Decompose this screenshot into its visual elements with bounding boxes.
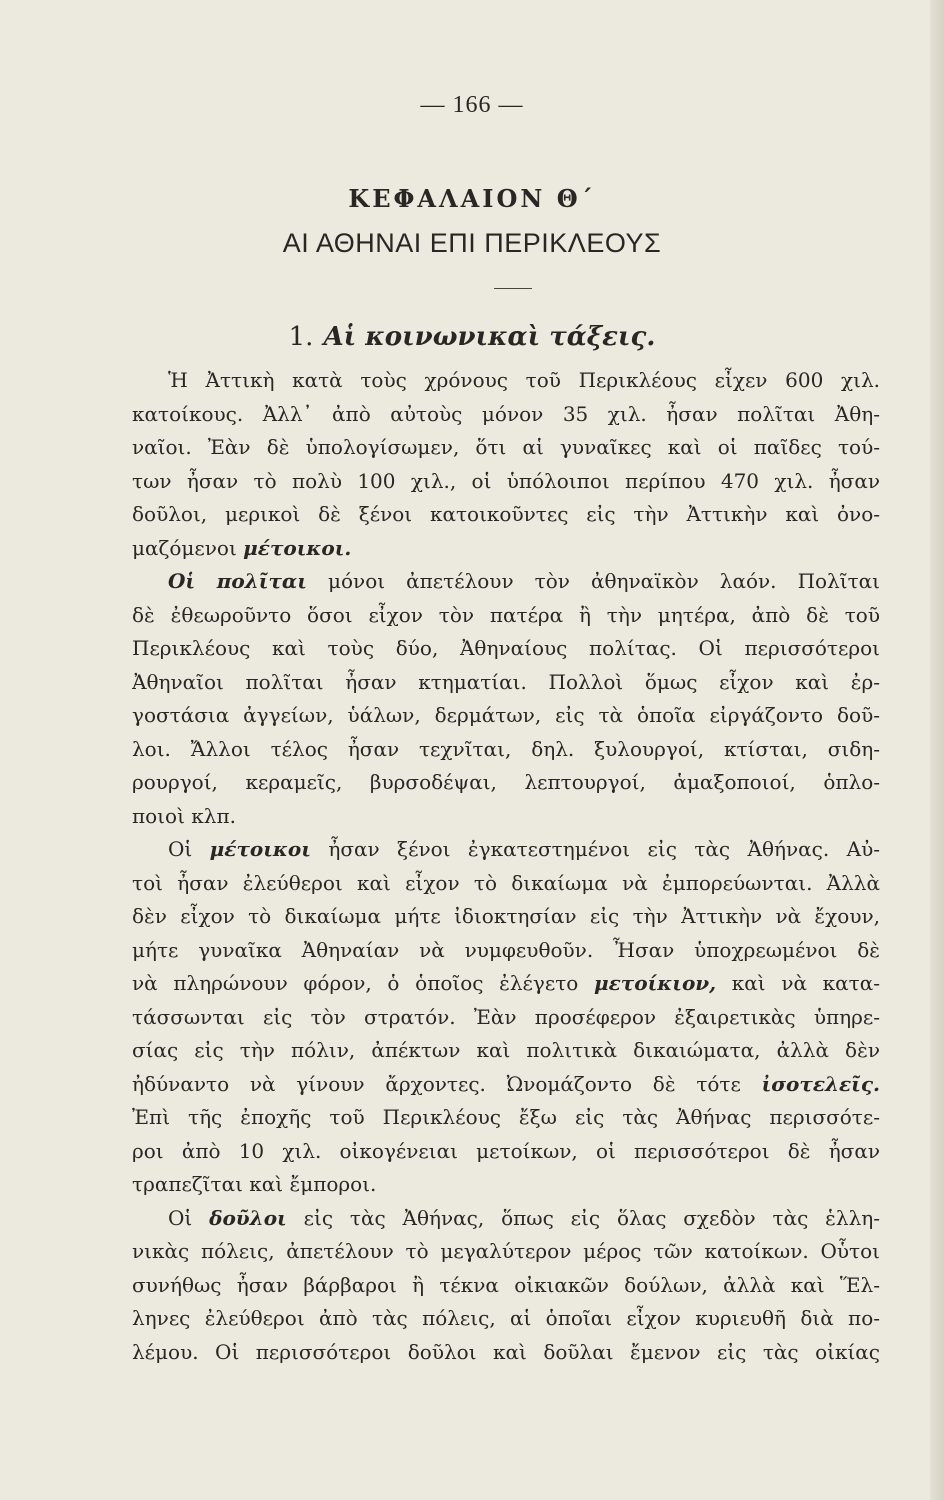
text-line: Ἐπὶ τῆς ἐποχῆς τοῦ Περικλέους ἔξω εἰς τὰς Ἀθήνας περισσότε- <box>132 1105 880 1129</box>
text-run: καὶ νὰ κατα- <box>716 971 880 995</box>
emphasis-term: μέτοικοι <box>209 837 311 861</box>
section-number: 1. <box>288 322 314 352</box>
text-run: μόνοι ἀπετέλουν τὸν ἀθηναϊκὸν λαόν. Πολῖται <box>306 569 880 593</box>
text-line: ροι ἀπὸ 10 χιλ. οἰκογένειαι μετοίκων, οἱ περισσότεροι δὲ ἦσαν <box>132 1138 880 1163</box>
text-line <box>132 1202 880 1236</box>
section-title: Αἱ κοινωνικαὶ τάξεις. <box>323 322 656 352</box>
text-line: των ἦσαν τὸ πολὺ 100 χιλ., οἱ ὑπόλοιποι περίπου 470 χιλ. ἦσαν <box>132 468 880 493</box>
text-line <box>132 532 880 566</box>
text-line: ποιοὶ κλπ. <box>132 803 236 828</box>
text-run: Οἱ <box>168 837 210 861</box>
text-line: γοστάσια ἀγγείων, ὑάλων, δερμάτων, εἰς τὰ ὁποῖα εἰργάζοντο δοῦ- <box>132 703 880 727</box>
text-line: μήτε γυναῖκα Ἀθηναίαν νὰ νυμφευθοῦν. Ἦσαν ὑποχρεωμένοι δὲ <box>132 937 880 962</box>
text-run: ἦσαν ξένοι ἐγκατεστημένοι εἰς τὰς Ἀθήνας. Αὐ- <box>310 837 880 861</box>
body-text <box>132 364 880 1369</box>
text-line: Περικλέους καὶ τοὺς δύο, Ἀθηναίους πολίτας. Οἱ περισσότεροι <box>132 636 880 660</box>
chapter-subtitle: ΑΙ ΑΘΗΝΑΙ ΕΠΙ ΠΕΡΙΚΛΕΟΥΣ <box>282 228 662 258</box>
text-run: ἠδύναντο νὰ γίνουν ἄρχοντες. Ὠνομάζοντο δὲ τότε <box>132 1071 762 1096</box>
text-line: τάσσωνται εἰς τὸν στρατόν. Ἐὰν προσέφερον ἐξαιρετικὰς ὑπηρε- <box>132 1004 880 1029</box>
text-line <box>132 967 880 1001</box>
text-line: δὲ ἐθεωροῦντο ὅσοι εἶχον τὸν πατέρα ἢ τὴν μητέρα, ἀπὸ δὲ τοῦ <box>132 602 880 627</box>
text-line: δοῦλοι, μερικοὶ δὲ ξένοι κατοικοῦντες εἰς τὴν Ἀττικὴν καὶ ὀνο- <box>132 502 880 526</box>
emphasis-term: μέτοικοι. <box>243 535 352 560</box>
emphasis-term: Οἱ πολῖται <box>168 569 307 593</box>
text-line: τοὶ ἦσαν ἐλεύθεροι καὶ εἶχον τὸ δικαίωμα νὰ ἐμπορεύωνται. Ἀλλὰ <box>132 870 880 895</box>
text-line <box>132 565 880 599</box>
text-line: ρουργοί, κεραμεῖς, βυρσοδέψαι, λεπτουργοί, ἁμαξοποιοί, ὁπλο- <box>132 770 880 794</box>
text-line <box>132 833 880 867</box>
text-line <box>132 1068 880 1102</box>
text-line: νικὰς πόλεις, ἀπετέλουν τὸ μεγαλύτερον μέρος τῶν κατοίκων. Οὗτοι <box>132 1239 880 1263</box>
text-line: Ἡ Ἀττικὴ κατὰ τοὺς χρόνους τοῦ Περικλέους εἶχεν 600 χιλ. <box>168 368 880 392</box>
text-line: λοι. Ἄλλοι τέλος ἦσαν τεχνῖται, δηλ. ξυλουργοί, κτίσται, σιδη- <box>132 736 880 761</box>
text-run: νὰ πληρώνουν φόρον, ὁ ὁποῖος ἐλέγετο <box>132 971 594 995</box>
text-line: δὲν εἶχον τὸ δικαίωμα μήτε ἰδιοκτησίαν εἰς τὴν Ἀττικὴν νὰ ἔχουν, <box>132 904 880 928</box>
text-line: ληνες ἐλεύθεροι ἀπὸ τὰς πόλεις, αἱ ὁποῖαι εἶχον κυριευθῆ διὰ πο- <box>132 1306 880 1330</box>
text-line: τραπεζῖται καὶ ἔμποροι. <box>132 1172 377 1196</box>
emphasis-term: ἰσοτελεῖς. <box>761 1071 880 1096</box>
page-edge <box>930 0 944 1500</box>
section-heading <box>0 322 944 352</box>
text-line: συνήθως ἦσαν βάρβαροι ἢ τέκνα οἰκιακῶν δούλων, ἀλλὰ καὶ Ἕλ- <box>132 1272 880 1297</box>
emphasis-term: μετοίκιον, <box>594 971 717 995</box>
text-run: Οἱ <box>168 1205 210 1230</box>
emphasis-term: δοῦλοι <box>209 1205 287 1230</box>
text-run: εἰς τὰς Ἀθήνας, ὅπως εἰς ὅλας σχεδὸν τὰς ἑλλη- <box>286 1205 880 1230</box>
page-number: — 166 — <box>420 92 524 118</box>
title-divider <box>494 288 532 289</box>
text-line: Ἀθηναῖοι πολῖται ἦσαν κτηματίαι. Πολλοὶ ὅμως εἶχον καὶ ἐρ- <box>132 669 880 694</box>
text-run: μαζόμενοι <box>132 535 244 560</box>
chapter-title: ΚΕΦΑΛΑΙΟΝ Θ΄ <box>348 184 596 213</box>
text-line: κατοίκους. Ἀλλ᾽ ἀπὸ αὐτοὺς μόνον 35 χιλ. ἦσαν πολῖται Ἀθη- <box>132 401 880 426</box>
text-line: ναῖοι. Ἐὰν δὲ ὑπολογίσωμεν, ὅτι αἱ γυναῖκες καὶ οἱ παῖδες τού- <box>132 435 880 459</box>
text-line: λέμου. Οἱ περισσότεροι δοῦλοι καὶ δοῦλαι ἔμενον εἰς τὰς οἰκίας <box>132 1339 880 1364</box>
text-line: σίας εἰς τὴν πόλιν, ἀπέκτων καὶ πολιτικὰ δικαιώματα, ἀλλὰ δὲν <box>132 1038 880 1062</box>
